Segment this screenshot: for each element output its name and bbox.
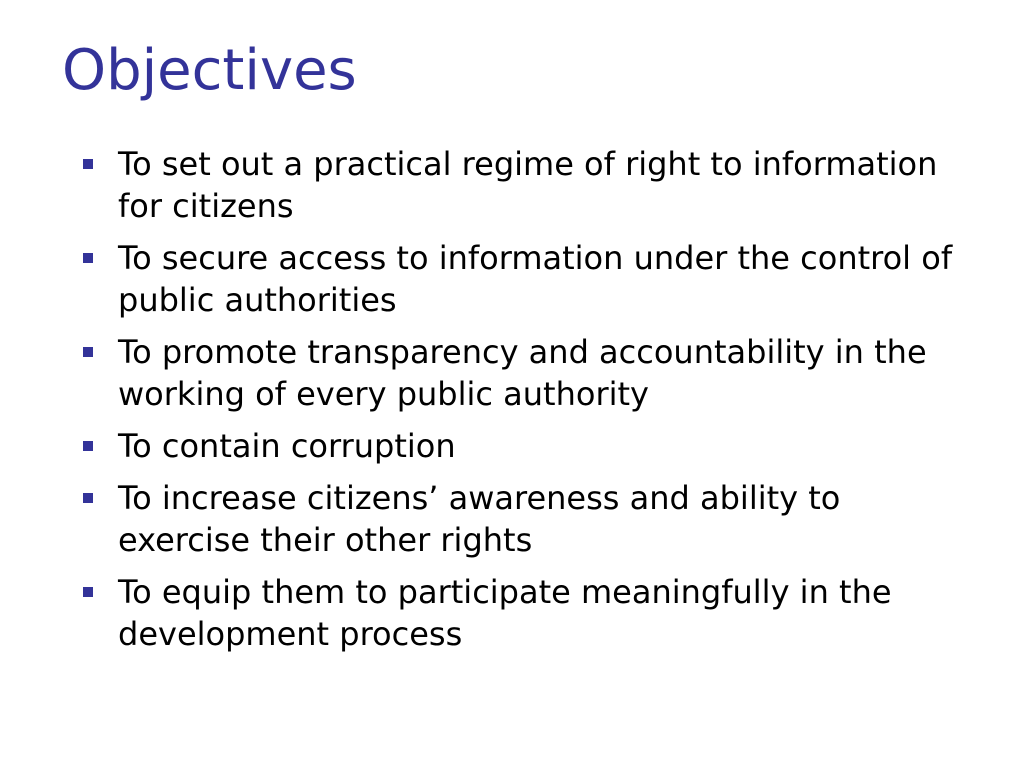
bullet-text: To promote transparency and accountability in the working of every public authority xyxy=(118,333,927,413)
square-bullet-icon xyxy=(83,347,93,357)
square-bullet-icon xyxy=(83,587,93,597)
bullet-item xyxy=(80,143,980,227)
bullet-text: To secure access to information under the control of public authorities xyxy=(118,239,953,319)
bullet-item xyxy=(80,425,980,467)
slide-title: Objectives xyxy=(62,38,357,103)
bullet-item xyxy=(80,331,980,415)
bullet-text: To contain corruption xyxy=(118,427,456,465)
bullet-item xyxy=(80,571,980,655)
bullet-item xyxy=(80,477,980,561)
bullet-list xyxy=(80,143,980,665)
square-bullet-icon xyxy=(83,159,93,169)
square-bullet-icon xyxy=(83,493,93,503)
square-bullet-icon xyxy=(83,253,93,263)
square-bullet-icon xyxy=(83,441,93,451)
bullet-text: To set out a practical regime of right to information for citizens xyxy=(118,145,938,225)
bullet-text: To equip them to participate meaningfully in the development process xyxy=(118,573,892,653)
bullet-item xyxy=(80,237,980,321)
bullet-text: To increase citizens’ awareness and ability to exercise their other rights xyxy=(118,479,841,559)
